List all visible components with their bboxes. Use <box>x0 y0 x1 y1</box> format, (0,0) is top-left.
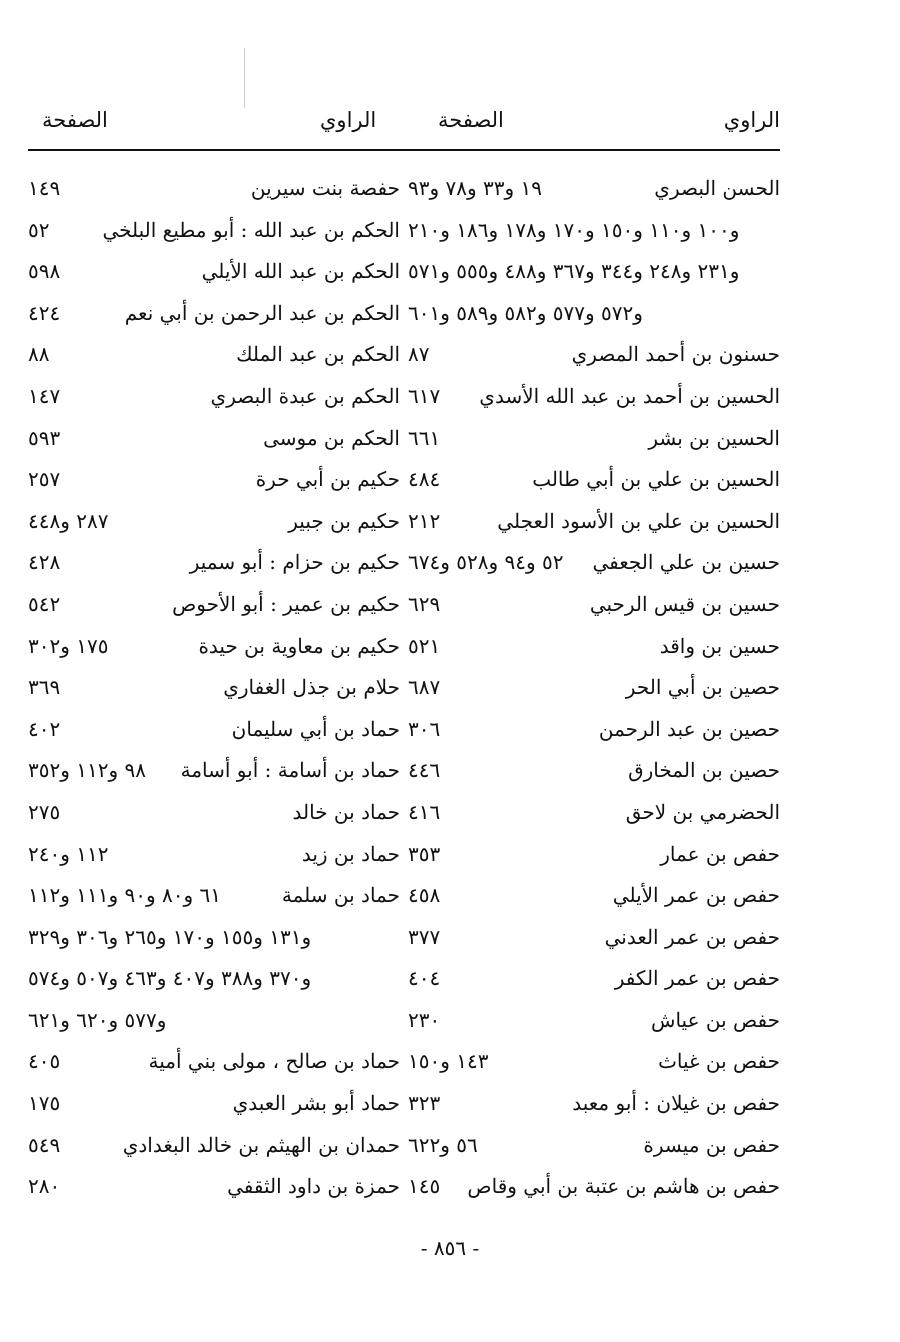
narrator-name: حفص بن عمار <box>660 841 780 866</box>
index-entry <box>28 834 400 876</box>
narrator-name: حماد بن صالح ، مولى بني أمية <box>148 1049 400 1074</box>
narrator-name: حسين بن علي الجعفي <box>592 550 780 575</box>
page-references: ٥٢١ <box>408 633 441 658</box>
index-entry <box>28 376 400 418</box>
narrator-name: حفص بن عياش <box>651 1007 780 1032</box>
narrator-name: حفص بن غياث <box>658 1049 780 1074</box>
page-references: ٢٧٥ <box>28 799 61 824</box>
narrator-name: الحكم بن عبد الرحمن بن أبي نعم <box>124 300 400 325</box>
page-number: - ٨٥٦ - <box>420 1236 480 1260</box>
page-references: ٩٨ و١١٢ و٣٥٢ <box>28 758 146 783</box>
index-entry <box>28 1000 400 1042</box>
page-references: ٣٥٣ <box>408 841 441 866</box>
page-references: ٤٤٦ <box>408 758 441 783</box>
narrator-name: حفص بن عمر الكفر <box>614 966 780 991</box>
narrator-name: الحسين بن أحمد بن عبد الله الأسدي <box>479 383 780 408</box>
narrator-name: الحسين بن بشر <box>648 425 780 450</box>
index-entry <box>408 334 780 376</box>
narrator-name: حكيم بن عمير : أبو الأحوص <box>172 591 400 616</box>
page-references: ١٤٩ <box>28 176 61 200</box>
page-references: ٥٤٩ <box>28 1132 61 1157</box>
page-references: ١٩ و٣٣ و٧٨ و٩٣ <box>408 176 542 200</box>
page-references: ٦٢٩ <box>408 591 441 616</box>
index-entry <box>408 168 780 210</box>
index-entry <box>28 792 400 834</box>
page-references: ٦٦١ <box>408 425 441 450</box>
index-entry <box>408 501 780 543</box>
narrator-name: حصين بن أبي الحر <box>625 675 780 700</box>
index-entry <box>408 626 780 668</box>
narrator-name: الحسين بن علي بن الأسود العجلي <box>497 508 780 533</box>
narrator-name: حمزة بن داود الثقفي <box>227 1174 400 1199</box>
page-references: ٢٨٧ و٤٤٨ <box>28 508 109 533</box>
page-references-continued: و٥٧٧ و٦٢٠ و٦٢١ <box>28 1007 167 1032</box>
index-entry <box>408 1125 780 1167</box>
narrator-name: حماد بن أسامة : أبو أسامة <box>180 758 400 783</box>
narrator-name: حسين بن واقد <box>659 633 780 658</box>
index-entry <box>28 1083 400 1125</box>
page-footer <box>0 1236 900 1260</box>
page-references: ٥٦ و٦٢٢ <box>408 1132 478 1157</box>
index-entry <box>28 293 400 335</box>
page-references: ٣٦٩ <box>28 675 61 700</box>
narrator-name: حماد أبو بشر العبدي <box>232 1091 400 1116</box>
narrator-name: الحكم بن عبدة البصري <box>210 383 400 408</box>
page-references: ٥٩٣ <box>28 425 61 450</box>
index-entry <box>408 875 780 917</box>
index-entry <box>408 1166 780 1208</box>
narrator-name: الحضرمي بن لاحق <box>625 799 780 824</box>
index-entry <box>408 376 780 418</box>
index-entry <box>28 626 400 668</box>
page-references: ١٤٥ <box>408 1174 441 1199</box>
column-headers <box>28 108 780 148</box>
right-narrator-header: الراوي <box>723 108 780 132</box>
index-entry <box>28 251 400 293</box>
page-references: ٨٧ <box>408 342 430 367</box>
page-references: ٨٨ <box>28 342 50 367</box>
index-entry <box>28 1125 400 1167</box>
narrator-name: حلام بن جذل الغفاري <box>223 675 400 700</box>
right-column <box>408 168 780 1208</box>
page-references-continued: و١٠٠ و١١٠ و١٥٠ و١٧٠ و١٧٨ و١٨٦ و٢١٠ <box>408 217 740 242</box>
index-entry <box>408 542 780 584</box>
index-entry <box>28 750 400 792</box>
page-references: ١١٢ و٢٤٠ <box>28 841 109 866</box>
narrator-name: الحكم بن موسى <box>263 425 400 450</box>
page-references: ٦١٧ <box>408 383 441 408</box>
index-entry <box>28 584 400 626</box>
narrator-name: حسنون بن أحمد المصري <box>571 342 780 367</box>
narrator-name: حسين بن قيس الرحبي <box>589 591 780 616</box>
narrator-name: حفص بن هاشم بن عتبة بن أبي وقاص <box>467 1174 780 1199</box>
narrator-name: حفص بن غيلان : أبو معبد <box>572 1091 780 1116</box>
narrator-name: حماد بن سلمة <box>281 883 400 908</box>
page-references: ٣٠٦ <box>408 716 441 741</box>
narrator-name: حكيم بن أبي حرة <box>255 467 400 492</box>
page-references: ٤٠٥ <box>28 1049 61 1074</box>
index-entry <box>408 750 780 792</box>
page-references-continued: و٢٣١ و٢٤٨ و٣٤٤ و٣٦٧ و٤٨٨ و٥٥٥ و٥٧١ <box>408 259 740 284</box>
narrator-name: الحسن البصري <box>654 176 780 200</box>
index-entry <box>28 958 400 1000</box>
page-references: ٣٧٧ <box>408 924 441 949</box>
page-references-continued: و١٣١ و١٥٥ و١٧٠ و٢٦٥ و٣٠٦ و٣٢٩ <box>28 924 312 949</box>
narrator-name: الحكم بن عبد الملك <box>236 342 400 367</box>
index-entry <box>408 418 780 460</box>
narrator-name: حكيم بن معاوية بن حيدة <box>198 633 400 658</box>
index-entry <box>408 1000 780 1042</box>
left-page-header: الصفحة <box>42 108 108 132</box>
narrator-name: حكيم بن حزام : أبو سمير <box>189 550 400 575</box>
index-entry <box>28 542 400 584</box>
index-entry <box>28 459 400 501</box>
narrator-name: حفص بن عمر العدني <box>604 924 780 949</box>
page-references: ٤٢٤ <box>28 300 61 325</box>
index-entry <box>408 667 780 709</box>
page-references: ٢١٢ <box>408 508 441 533</box>
index-entry <box>28 1041 400 1083</box>
index-entry <box>28 917 400 959</box>
scan-mark <box>244 48 245 108</box>
index-entry <box>28 168 400 210</box>
page-references-continued: و٥٧٢ و٥٧٧ و٥٨٢ و٥٨٩ و٦٠١ <box>408 300 643 325</box>
page-references: ١٧٥ و٣٠٢ <box>28 633 109 658</box>
index-entry <box>408 293 780 335</box>
index-entry <box>28 667 400 709</box>
index-entry <box>408 251 780 293</box>
page-references: ١٤٧ <box>28 383 61 408</box>
narrator-name: حماد بن خالد <box>292 799 400 824</box>
left-column <box>28 168 400 1208</box>
narrator-name: حصين بن المخارق <box>628 758 780 783</box>
index-entry <box>408 1083 780 1125</box>
page-references: ٥٢ و٩٤ و٥٢٨ و٦٧٤ <box>408 550 564 575</box>
page-references: ٥٤٢ <box>28 591 61 616</box>
page-references: ٥٢ <box>28 217 50 242</box>
page-references: ٣٢٣ <box>408 1091 441 1116</box>
index-entry <box>28 334 400 376</box>
page-references: ٤٠٤ <box>408 966 441 991</box>
left-narrator-header: الراوي <box>320 108 377 132</box>
page-references: ٤٨٤ <box>408 467 441 492</box>
index-entry <box>408 459 780 501</box>
page-references: ٥٩٨ <box>28 259 61 284</box>
narrator-name: حمدان بن الهيثم بن خالد البغدادي <box>122 1132 400 1157</box>
page-references: ١٤٣ و١٥٠ <box>408 1049 489 1074</box>
narrator-name: حصين بن عبد الرحمن <box>598 716 780 741</box>
header-divider <box>28 149 780 151</box>
index-entry <box>28 875 400 917</box>
index-entry <box>408 834 780 876</box>
page-references: ١٧٥ <box>28 1091 61 1116</box>
index-entry <box>408 584 780 626</box>
narrator-name: حكيم بن جبير <box>288 508 400 533</box>
page-references: ٦١ و٨٠ و٩٠ و١١١ و١١٢ <box>28 883 221 908</box>
page-references-continued: و٣٧٠ و٣٨٨ و٤٠٧ و٤٦٣ و٥٠٧ و٥٧٤ <box>28 966 312 991</box>
page-references: ٤١٦ <box>408 799 441 824</box>
narrator-name: الحسين بن علي بن أبي طالب <box>532 467 780 492</box>
narrator-name: حفصة بنت سيرين <box>250 176 400 200</box>
narrator-name: الحكم بن عبد الله الأيلي <box>201 259 400 284</box>
index-entry <box>28 210 400 252</box>
narrator-name: حفص بن ميسرة <box>643 1132 780 1157</box>
index-entry <box>28 1166 400 1208</box>
page-references: ٢٣٠ <box>408 1007 441 1032</box>
index-entry <box>28 501 400 543</box>
index-entry <box>408 1041 780 1083</box>
page-references: ٢٨٠ <box>28 1174 61 1199</box>
index-entry <box>408 917 780 959</box>
index-entry <box>28 418 400 460</box>
narrator-name: حماد بن أبي سليمان <box>231 716 400 741</box>
index-entry <box>408 210 780 252</box>
page-references: ٤٥٨ <box>408 883 441 908</box>
index-entry <box>408 958 780 1000</box>
page-references: ٤٢٨ <box>28 550 61 575</box>
index-entry <box>408 709 780 751</box>
index-entry <box>28 709 400 751</box>
narrator-name: حفص بن عمر الأيلي <box>612 883 780 908</box>
page-references: ٢٥٧ <box>28 467 61 492</box>
narrator-name: الحكم بن عبد الله : أبو مطيع البلخي <box>102 217 400 242</box>
page-references: ٦٨٧ <box>408 675 441 700</box>
page-references: ٤٠٢ <box>28 716 61 741</box>
index-entry <box>408 792 780 834</box>
narrator-name: حماد بن زيد <box>301 841 400 866</box>
right-page-header: الصفحة <box>438 108 504 132</box>
